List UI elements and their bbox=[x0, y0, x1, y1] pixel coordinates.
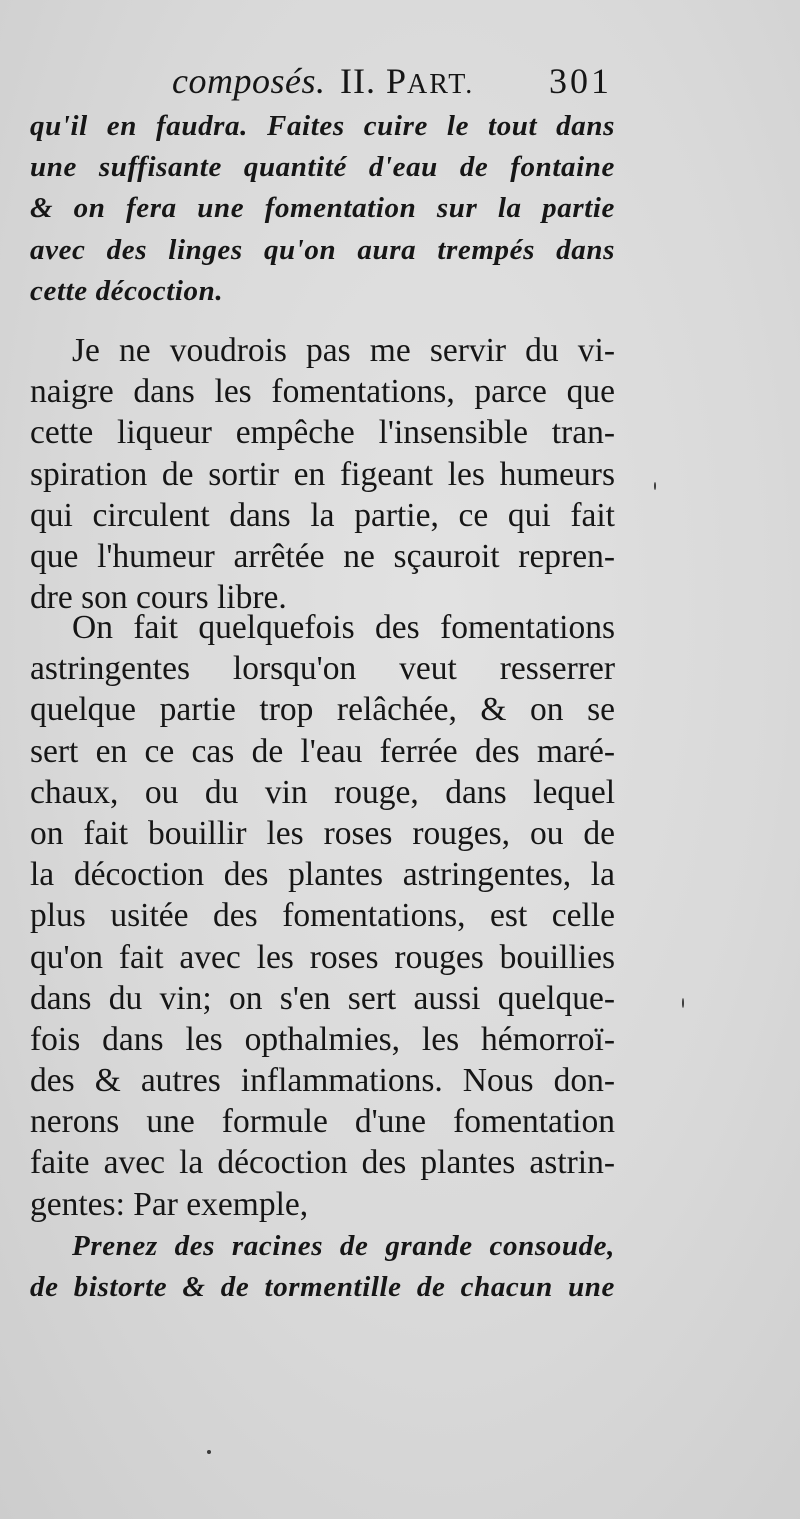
text-line: qui circulent dans la partie, ce qui fait bbox=[30, 496, 615, 534]
text-line: astringentes lorsqu'on veut resserrer bbox=[30, 650, 615, 688]
text-line: quelque partie trop relâchée, & on se bbox=[30, 691, 615, 729]
top-italic-passage bbox=[30, 106, 615, 312]
text-line: spiration de sortir en figeant les humeurs bbox=[30, 455, 615, 493]
text-line: de bistorte & de tormentille de chacun une bbox=[30, 1271, 615, 1304]
text-line: cette décoction. bbox=[30, 274, 224, 307]
text-line: faite avec la décoction des plantes astrin- bbox=[30, 1144, 615, 1182]
paper-speck bbox=[682, 998, 684, 1008]
part-label bbox=[340, 60, 474, 102]
page-number: 301 bbox=[549, 61, 612, 101]
part-prefix: II. P bbox=[340, 61, 407, 101]
page-header bbox=[172, 60, 612, 104]
bottom-italic-passage bbox=[30, 1226, 615, 1308]
text-line: plus usitée des fomentations, est celle bbox=[30, 897, 615, 935]
text-line: naigre dans les fomentations, parce que bbox=[30, 373, 615, 411]
text-line: nerons une formule d'une fomentation bbox=[30, 1103, 615, 1141]
text-line: sert en ce cas de l'eau ferrée des maré- bbox=[30, 732, 615, 770]
part-smallcaps: ART. bbox=[407, 69, 475, 100]
text-line: cette liqueur empêche l'insensible tran- bbox=[30, 414, 615, 452]
text-line: on fait bouillir les roses rouges, ou de bbox=[30, 814, 615, 852]
text-line: des & autres inflammations. Nous don- bbox=[30, 1062, 615, 1100]
paragraph-astringentes bbox=[30, 607, 615, 1225]
text-line: gentes: Par exemple, bbox=[30, 1185, 309, 1223]
text-line: que l'humeur arrêtée ne sçauroit repren- bbox=[30, 537, 615, 575]
text-line: dre son cours libre. bbox=[30, 579, 287, 617]
paragraph-vinaigre bbox=[30, 330, 615, 618]
text-line: qu'on fait avec les roses rouges bouillies bbox=[30, 938, 615, 976]
text-line: chaux, ou du vin rouge, dans lequel bbox=[30, 773, 615, 811]
text-line: fois dans les opthalmies, les hémorroï- bbox=[30, 1020, 615, 1058]
text-line: dans du vin; on s'en sert aussi quelque- bbox=[30, 979, 615, 1017]
text-line: avec des linges qu'on aura trempés dans bbox=[30, 233, 615, 266]
text-line: On fait quelquefois des fomentations bbox=[72, 609, 615, 646]
text-line: qu'il en faudra. Faites cuire le tout dans bbox=[30, 110, 615, 142]
text-line: Je ne voudrois pas me servir du vi- bbox=[72, 332, 615, 369]
running-head: composés. bbox=[172, 61, 326, 101]
paper-speck bbox=[654, 482, 656, 490]
text-line: & on fera une fomentation sur la partie bbox=[30, 192, 615, 225]
text-line: la décoction des plantes astringentes, la bbox=[30, 856, 615, 894]
text-line: une suffisante quantité d'eau de fontaine bbox=[30, 151, 615, 184]
text-line: Prenez des racines de grande consoude, bbox=[72, 1230, 615, 1262]
paper-speck bbox=[207, 1450, 211, 1454]
